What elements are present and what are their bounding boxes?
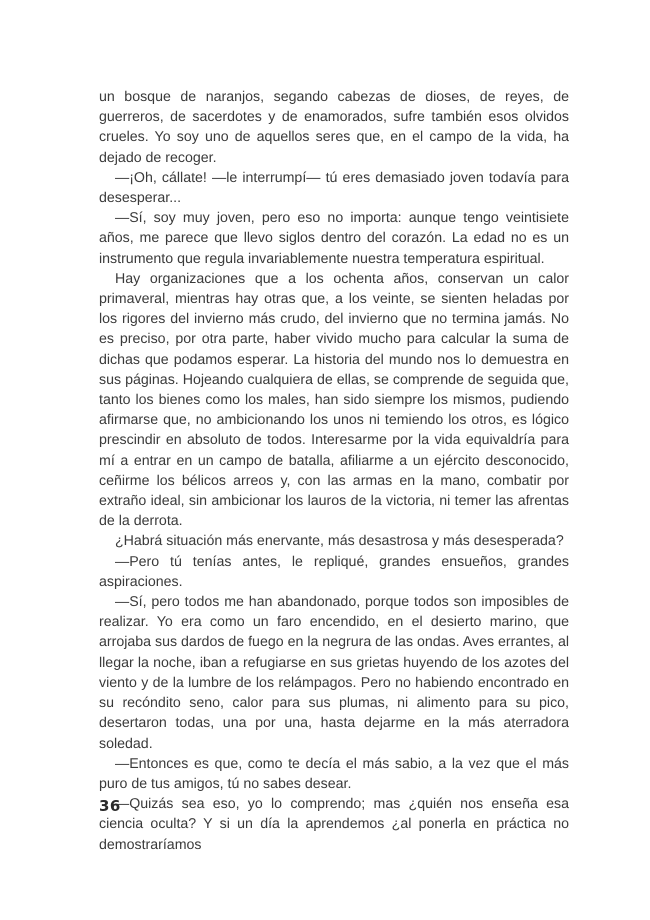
paragraph-9: —Quizás sea eso, yo lo comprendo; mas ¿quién nos enseña esa ciencia oculta? Y si un día la aprendemos ¿al ponerla en práctica no demostraríamos	[99, 796, 569, 853]
paragraph-4: Hay organizaciones que a los ochenta años, conservan un calor primaveral, mientras hay otras que, a los veinte, se sienten heladas por los rigores del invierno más crudo, del invierno que no termina jamás. No es preciso, por otra parte, haber vivido mucho para calcular la suma de dichas que podamos esperar. La historia del mundo nos lo demuestra en sus páginas. Hojeando cualquiera de ellas, se comprende de seguida que, tanto los bienes como los males, han sido siempre los mismos, pudiendo afirmarse que, no ambicionando los unos ni temiendo los otros, es lógico prescindir en absoluto de todos. Interesarme por la vida equivaldría para mí a entrar en un campo de batalla, afiliarme a un ejército desconocido, ceñirme los bélicos arreos y, con las armas en la mano, combatir por extraño ideal, sin ambicionar los lauros de la victoria, ni temer las afrentas de la derrota.	[99, 270, 569, 530]
paragraph-3: —Sí, soy muy joven, pero eso no importa: aunque tengo veintisiete años, me parece que llevo siglos dentro del corazón. La edad no es un instrumento que regula invariablemente nuestra temperatura espiritual.	[99, 210, 569, 267]
page-number: 36	[99, 797, 121, 815]
paragraph-5: ¿Habrá situación más enervante, más desastrosa y más desesperada?	[115, 533, 564, 550]
body-text	[99, 87, 569, 855]
paragraph-8: —Entonces es que, como te decía el más sabio, a la vez que el más puro de tus amigos, tú no sabes desear.	[99, 755, 569, 792]
paragraph-6: —Pero tú tenías antes, le repliqué, grandes ensueños, grandes aspiraciones.	[99, 553, 569, 590]
paragraph-1: un bosque de naranjos, segando cabezas de dioses, de reyes, de guerreros, de sacerdotes y de enamorados, sufre también esos olvidos crueles. Yo soy uno de aquellos seres que, en el campo de la vida, ha dejado de recoger.	[99, 89, 569, 166]
paragraph-2: —¡Oh, cállate! —le interrumpí— tú eres demasiado joven todavía para desesperar...	[99, 169, 569, 207]
paragraph-7: —Sí, pero todos me han abandonado, porque todos son imposibles de realizar. Yo era como un faro encendido, en el desierto marino, que arrojaba sus dardos de fuego en la negrura de las ondas. Aves errantes, al llegar la noche, iban a refugiarse en sus grietas huyendo de los azotes del viento y de la lumbre de los relámpagos. Pero no habiendo encontrado en su recóndito seno, calor para sus plumas, ni alimento para su pico, desertaron todas, una por una, hasta dejarme en la más aterradora soledad.	[99, 594, 569, 752]
